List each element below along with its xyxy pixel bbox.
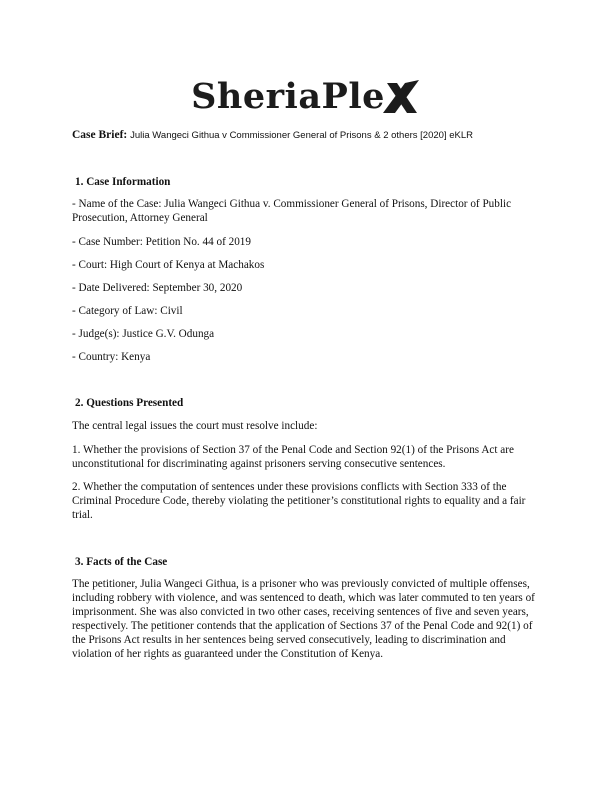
list-item: - Judge(s): Justice G.V. Odunga	[72, 328, 215, 340]
questions-intro	[72, 419, 542, 433]
sheriaplex-logo	[0, 76, 612, 120]
list-item: - Case Number: Petition No. 44 of 2019	[72, 236, 251, 248]
logo-x-mark-icon	[381, 79, 421, 115]
paragraph: 2. Whether the computation of sentences under these provisions conflicts with Section 333 of the Criminal Procedure Code, thereby violating the petitioner’s constitutional rights to equality and a fair trial.	[72, 481, 526, 521]
section-heading: 1. Case Information	[75, 176, 171, 188]
section-questions-presented	[72, 396, 542, 410]
list-item: - Court: High Court of Kenya at Machakos	[72, 259, 265, 271]
list-item: - Name of the Case: Julia Wangeci Githua v. Commissioner General of Prisons, Director of Public Prosecution, Attorney General	[72, 198, 512, 224]
question-2	[72, 480, 542, 522]
case-info-name	[72, 197, 542, 225]
section-facts	[72, 555, 542, 569]
case-info-date	[72, 281, 542, 295]
case-info-category	[72, 304, 542, 318]
case-brief-line	[72, 129, 473, 141]
case-brief-title: Julia Wangeci Githua v Commissioner General of Prisons & 2 others [2020] eKLR	[130, 130, 473, 141]
paragraph: The petitioner, Julia Wangeci Githua, is a prisoner who was previously convicted of multiple offenses, including robbery with violence, and was sentenced to death, which was later commuted to ten years of imprisonment. She was also convicted in two other cases, receiving sentences of five and seven years, respectively. The petitioner contends that the application of Sections 37 of the Penal Code and 92(1) of the Prisons Act results in her sentences being served consecutively, leading to discrimination and violation of her rights as guaranteed under the Constitution of Kenya.	[72, 578, 535, 660]
paragraph: 1. Whether the provisions of Section 37 of the Penal Code and Section 92(1) of the Prisons Act are unconstitutional for discriminating against prisoners serving consecutive sentences.	[72, 444, 514, 470]
case-info-country	[72, 350, 542, 364]
case-info-court	[72, 258, 542, 272]
section-heading: 2. Questions Presented	[75, 397, 184, 409]
case-brief-label: Case Brief:	[72, 129, 128, 141]
section-case-information	[72, 175, 542, 189]
list-item: - Country: Kenya	[72, 351, 151, 363]
facts-body	[72, 577, 542, 661]
list-item: - Date Delivered: September 30, 2020	[72, 282, 243, 294]
list-item: - Category of Law: Civil	[72, 305, 183, 317]
case-info-judges	[72, 327, 542, 341]
paragraph: The central legal issues the court must resolve include:	[72, 420, 318, 432]
question-1	[72, 443, 542, 471]
case-info-number	[72, 235, 542, 249]
logo-wordmark: SheriaPle	[191, 76, 385, 117]
section-heading: 3. Facts of the Case	[75, 556, 168, 568]
